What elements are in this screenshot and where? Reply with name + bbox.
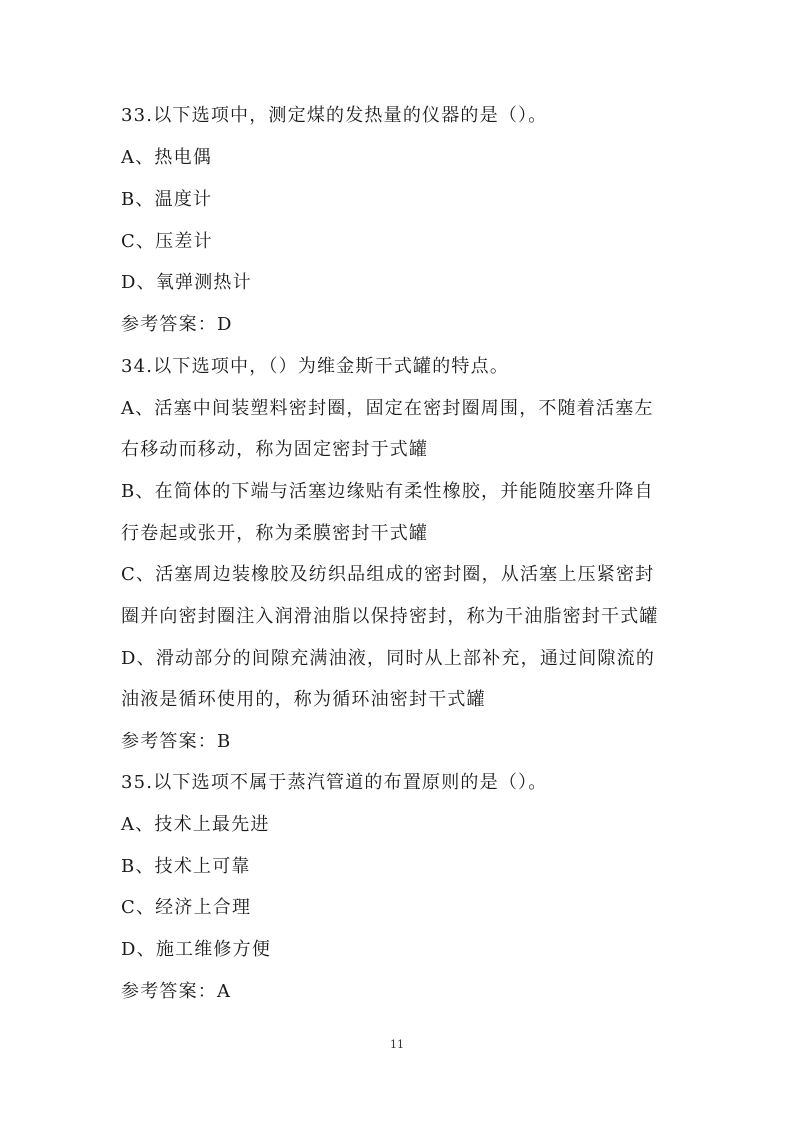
- q34-answer: 参考答案：B: [121, 731, 232, 752]
- q35-option-a: A、技术上最先进: [121, 814, 270, 835]
- q33-option-c: C、压差计: [121, 231, 213, 252]
- q35-option-d: D、施工维修方便: [121, 939, 272, 960]
- question-34-text: 34.以下选项中，（）为维金斯干式罐的特点。: [121, 356, 510, 377]
- q34-option-d-line1: D、滑动部分的间隙充满油液，同时从上部补充，通过间隙流的: [121, 648, 656, 669]
- q35-option-c: C、经济上合理: [121, 897, 252, 918]
- q34-option-a-line1: A、活塞中间装塑料密封圈，固定在密封圈周围，不随着活塞左: [121, 398, 654, 419]
- q35-option-b: B、技术上可靠: [121, 856, 251, 877]
- q34-option-b-line2: 行卷起或张开，称为柔膜密封干式罐: [121, 523, 429, 544]
- q35-answer: 参考答案：A: [121, 981, 232, 1002]
- page-number: 11: [390, 1038, 404, 1051]
- q34-option-c-line2: 圈并向密封圈注入润滑油脂以保持密封，称为干油脂密封干式罐: [121, 606, 659, 627]
- q34-option-d-line2: 油液是循环使用的，称为循环油密封干式罐: [121, 689, 486, 710]
- q33-option-a: A、热电偶: [121, 147, 212, 168]
- q33-answer: 参考答案：D: [121, 314, 233, 335]
- question-35-text: 35.以下选项不属于蒸汽管道的布置原则的是（）。: [121, 772, 548, 793]
- q33-option-d: D、氧弹测热计: [121, 272, 252, 293]
- q33-option-b: B、温度计: [121, 189, 213, 210]
- q34-option-c-line1: C、活塞周边装橡胶及纺织品组成的密封圈，从活塞上压紧密封: [121, 564, 655, 585]
- q34-option-b-line1: B、在简体的下端与活塞边缘贴有柔性橡胶，并能随胶塞升降自: [121, 481, 654, 502]
- q34-option-a-line2: 右移动而移动，称为固定密封于式罐: [121, 439, 429, 460]
- question-33-text: 33.以下选项中，测定煤的发热量的仪器的是（）。: [121, 105, 548, 126]
